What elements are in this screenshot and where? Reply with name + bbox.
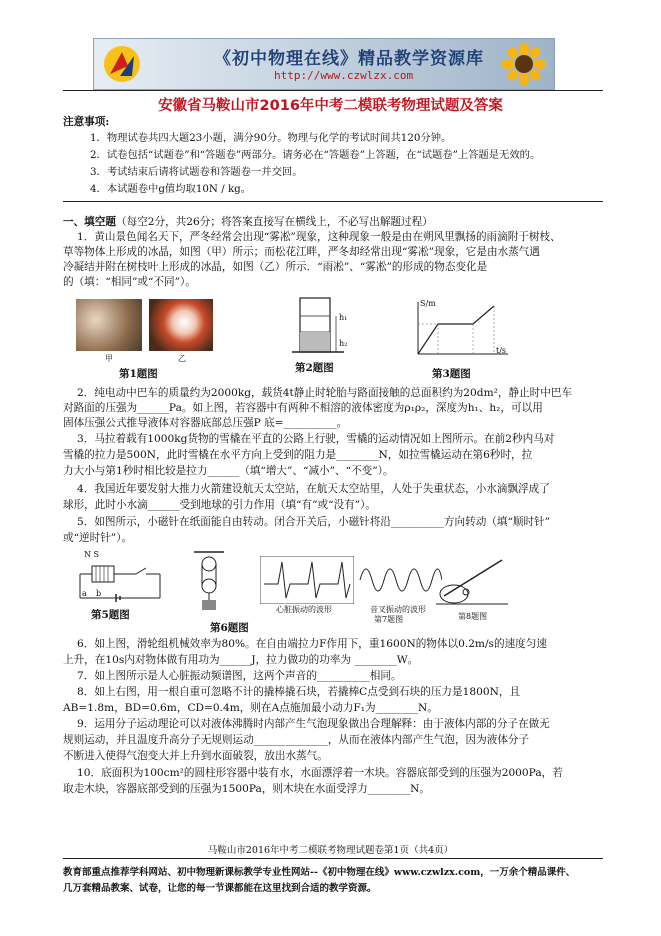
note-item: 2．试卷包括“试题卷”和“答题卷”两部分。请务必在“答题卷”上答题，在“试题卷”上答题是无效的。 [90,149,541,161]
fig7-tuningfork-waveform [358,556,442,604]
note-item: 4．本试题卷中g值均取10N / kg。 [90,183,252,195]
fig3-caption: 第3题图 [432,368,471,380]
q1-line: 1．黄山景色闻名天下，严冬经常会出现“雾凇”现象，这种现象一般是由在朔风里飘扬的雨滴附于树枝、 [77,231,561,243]
fig1-caption: 第1题图 [119,368,158,380]
photo-jia [76,299,142,351]
q4-line: 球形，此时小水滴______受到地球的引力作用（填“有”或“没有”）。 [63,499,376,511]
fig7-wave2-label: 音叉振动的波形 [370,605,426,614]
q8-line: AB=1.8m，BD=0.6m，CD=0.4m，则在A点施加最小动力F₁为________N。 [63,702,438,714]
fig2-h2-label: h₂ [339,339,348,348]
fig7-caption: 第7题图 [374,615,404,624]
sunflower-icon [502,43,546,85]
bottom-note-line: 几万套精品教案、试卷，让您的每一节课都能在这里找到合适的教学资源。 [63,883,377,894]
q9-line: 9．运用分子运动理论可以对液体沸腾时内部产生气泡现象做出合理解释：由于液体内部的分子在做无 [77,718,550,730]
fig6-pulley-diagram [192,550,226,614]
q10-line: 取走木块，容器底部受到的压强为1500Pa，则木块在水面受浮力________N。 [63,783,431,795]
q7-line: 7．如上图所示是人心脏振动频谱图，这两个声音的__________相同。 [77,670,402,682]
photo-yi [149,299,213,351]
caption-jia: 甲 [105,354,113,363]
q4-line: 4．我国近年要发射大推力火箭建设航天太空站，在航天太空站里，人处于失重状态，小水滴飘浮成了 [77,483,550,495]
section-note: （每空2分，共26分；将答案直接写在横线上，不必写出解题过程） [115,216,433,228]
q8-line: 8．如上右图，用一根自重可忽略不计的撬棒撬石块，若撬棒C点受到石块的压力是1800N，且 [77,686,521,698]
fig6-caption: 第6题图 [210,622,249,634]
notes-heading: 注意事项: [63,116,110,128]
fig5-ns-label: N S [84,550,100,559]
banner-title: 《初中物理在线》精品教学资源库 [214,49,484,69]
site-logo-icon [102,44,142,84]
notes-rule [63,201,603,202]
q9-line: 规则运动，并且温度升高分子无规则运动______________，从而在液体内部产生气泡，因为液体分子 [63,734,530,746]
banner-url[interactable]: http://www.czwlzx.com [274,69,414,82]
fig5-circuit-diagram [76,558,166,606]
fig2-container-diagram [292,294,362,360]
q3-line: 力大小与第1秒时相比较是拉力______（填“增大”、“减小”、“不变”）。 [63,465,394,477]
fig5-a-label: a [82,589,87,598]
fig5-b-label: b [96,589,102,598]
q2-line: 2．纯电动中巴车的质量约为2000kg，载货4t静止时轮胎与路面接触的总面积约为20dm²，静止时中巴车 [77,387,573,399]
page-footer: 马鞍山市2016年中考二模联考物理试题卷第1页（共4页） [207,845,454,856]
fig7-wave1-label: 心脏振动的波形 [276,605,332,614]
q10-line: 10．底面积为100cm²的圆柱形容器中装有水，水面漂浮着一木块。容器底部受到的压强为2000Pa，若 [77,767,563,779]
footer-rule [63,858,603,859]
q3-line: 雪橇的拉力是500N，此时雪橇在水平方向上受到的阻力是________N，如拉雪橇运动在第6秒时，拉 [63,449,533,461]
q1-line: 的（填：“相同”或“不同”）。 [63,276,196,288]
section-heading [63,215,433,229]
q1-line: 草等物体上形成的冰晶，如图（甲）所示；而松花江畔，严冬却经常出现“雾凇”现象，它是由水蒸气遇 [63,246,540,258]
fig8-lever-diagram [436,556,508,606]
q5-line: 5．如图所示，小磁针在纸面能自由转动。闭合开关后，小磁针将沿__________方向转动（填“顺时针” [77,516,551,528]
fig3-s-axis-label: S/m [420,299,436,308]
doc-title: 安徽省马鞍山市2016年中考二模联考物理试题及答案 [158,98,503,114]
bottom-note-line: 教育部重点推荐学科网站、初中物理新课标教学专业性网站--《初中物理在线》www.czwlzx.com，一万余个精品课件、 [63,867,576,878]
q3-line: 3．马拉着载有1000kg货物的雪橇在平直的公路上行驶，雪橇的运动情况如上图所示。在前2秒内马对 [77,433,555,445]
q1-line: 冷凝结并附在树枝叶上形成的冰晶，如图（乙）所示．“雨凇”、“雾凇”的形成的物态变化是 [63,261,488,273]
q2-line: 固体压强公式推导液体对容器底部总压强P 底=__________。 [63,417,348,429]
q9-line: 不断进入使得气泡变大并上升到水面破裂，放出水蒸气。 [63,750,328,762]
fig2-caption: 第2题图 [295,362,334,374]
fig7-heart-waveform [260,556,354,604]
section-title: 一、填空题 [63,216,116,228]
note-item: 3．考试结束后请将试题卷和答题卷一并交回。 [90,166,303,178]
q2-line: 对路面的压强为______Pa。如上图，若容器中有两种不相溶的液体密度为ρ₁ρ₂，深度为h₁、h₂，可以用 [63,402,543,414]
fig8-caption: 第8题图 [458,612,488,621]
site-banner [93,38,555,90]
q6-line: 上升，在10s内对物体做有用功为______J，拉力做功的功率为 ________W。 [63,654,419,666]
fig3-t-axis-label: t/s [496,346,507,355]
note-item: 1．物理试卷共四大题23小题，满分90分。物理与化学的考试时间共120分钟。 [90,132,452,144]
fig5-caption: 第5题图 [91,609,130,621]
q6-line: 6．如上图，滑轮组机械效率为80%。在自由端拉力F作用下，重1600N的物体以0.2m/s的速度匀速 [77,638,547,650]
header-rule [63,90,603,91]
fig2-h1-label: h₁ [339,313,348,322]
caption-yi: 乙 [178,354,186,363]
q5-line: 或“逆时针”）。 [63,532,133,544]
